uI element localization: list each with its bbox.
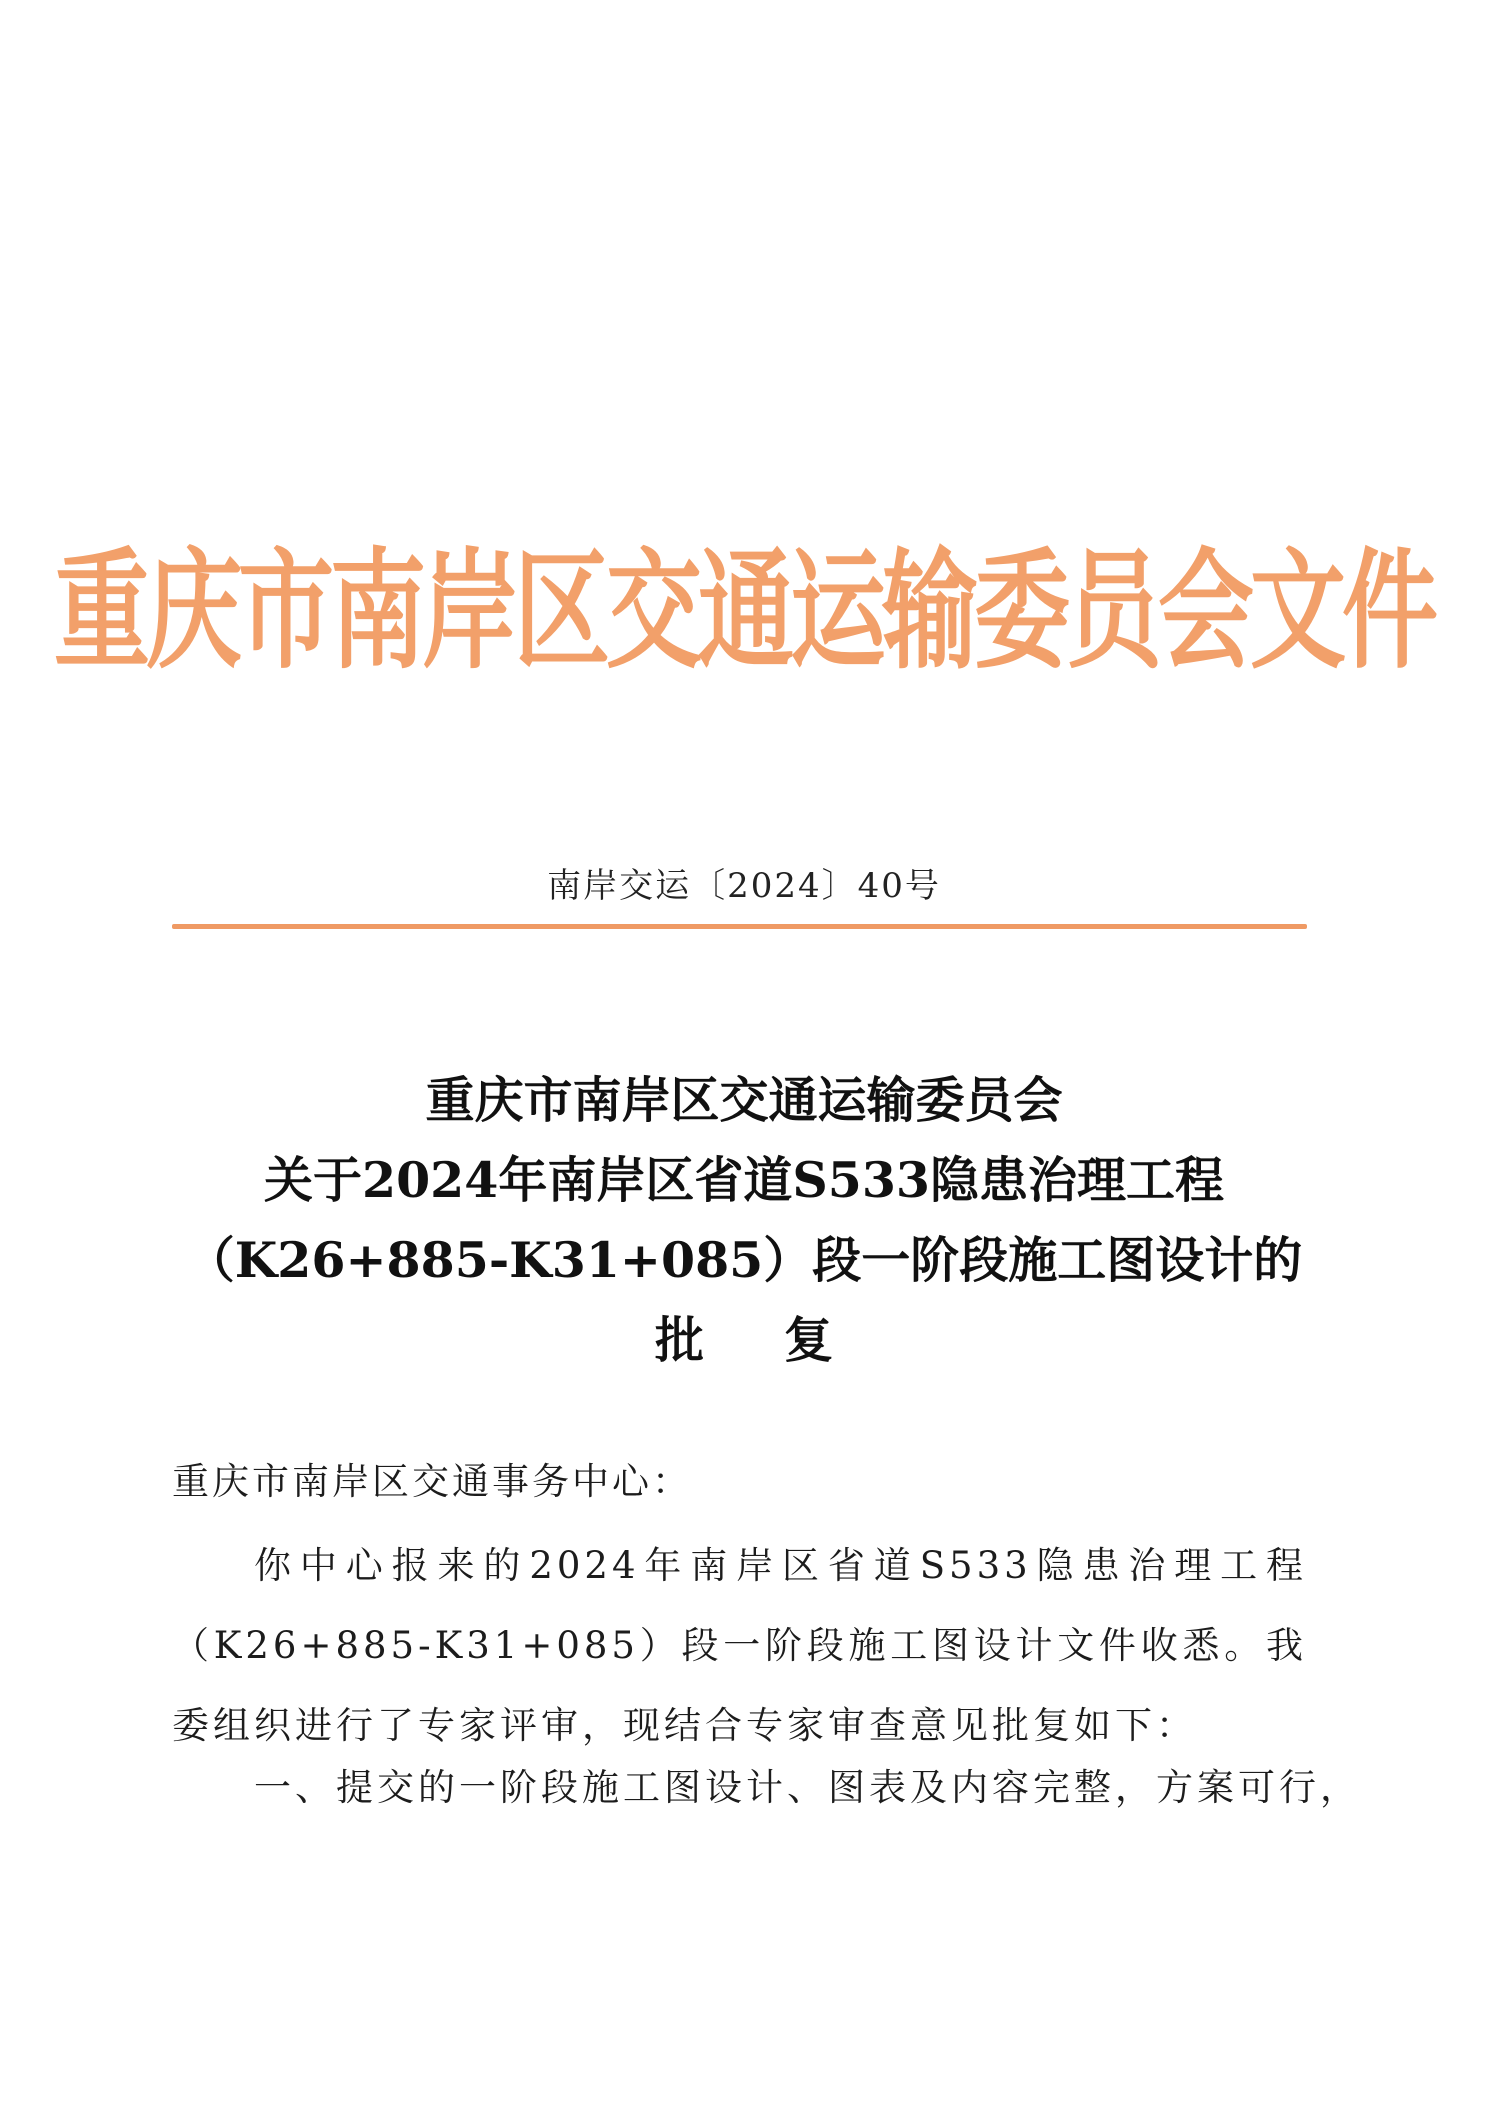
masthead-divider-rule — [172, 924, 1307, 929]
document-number: 南岸交运〔2024〕40号 — [547, 866, 941, 906]
title-line-2: 关于2024年南岸区省道S533隐患治理工程 — [263, 1151, 1225, 1209]
body-paragraph-1: 你中心报来的2024年南岸区省道S533隐患治理工程（K26+885-K31+085）段一阶段施工图设计文件收悉。我委组织进行了专家评审，现结合专家审查意见批复如下： — [172, 1544, 1307, 1747]
body-item-1: 一、提交的一阶段施工图设计、图表及内容完整，方案可行， — [254, 1766, 1361, 1809]
salutation: 重庆市南岸区交通事务中心： — [172, 1460, 692, 1503]
document-masthead: 重庆市南岸区交通运输委员会文件 — [54, 534, 1434, 687]
title-line-4: 批复 — [654, 1311, 913, 1369]
title-line-1: 重庆市南岸区交通运输委员会 — [425, 1071, 1063, 1129]
document-title — [0, 1060, 1488, 1380]
title-line-3: （K26+885-K31+085）段一阶段施工图设计的 — [185, 1231, 1303, 1289]
